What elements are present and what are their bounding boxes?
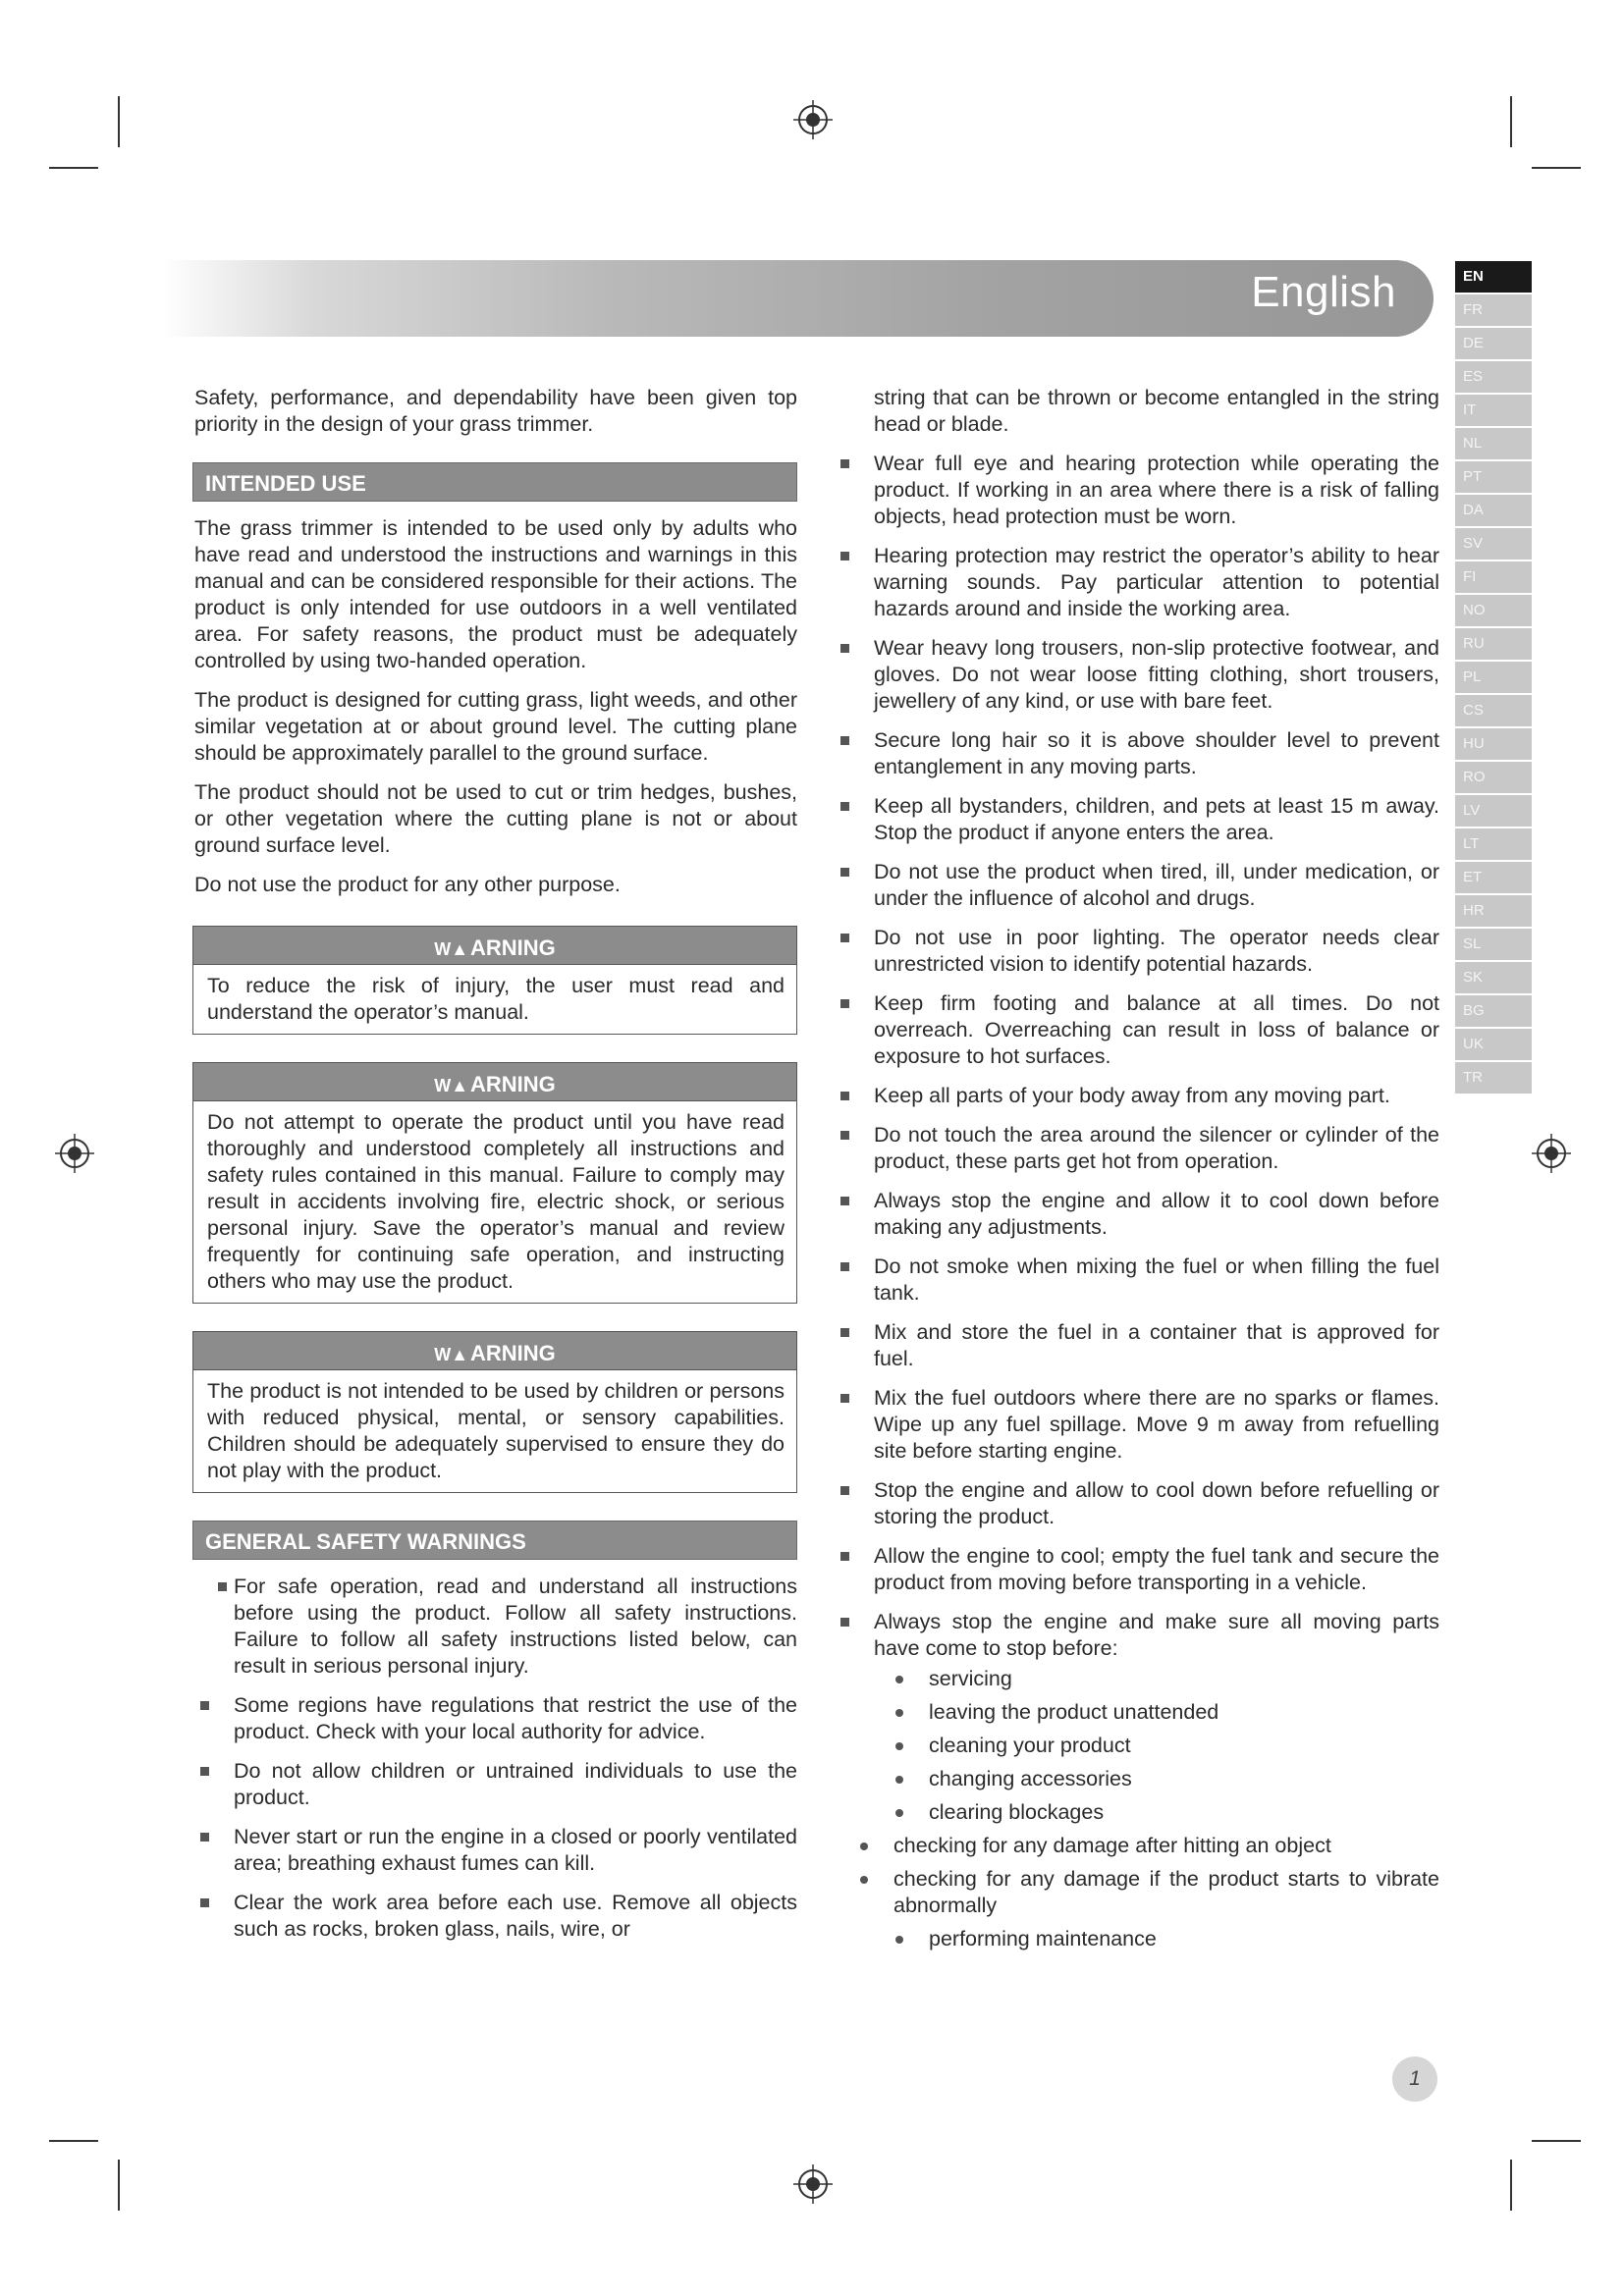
warning-title: W▲ARNING — [193, 1332, 796, 1370]
language-tab-lv[interactable]: LV — [1455, 795, 1532, 827]
warning-triangle-icon: W▲ — [434, 1076, 469, 1095]
sub-list-item: changing accessories — [874, 1766, 1439, 1792]
language-tab-no[interactable]: NO — [1455, 595, 1532, 626]
list-item: Wear heavy long trousers, non-slip protective footwear, and gloves. Do not wear loose fitting clothing, short trousers, jewellery of any kind, or use with bare feet. — [835, 635, 1439, 715]
intended-use-paragraph: The product should not be used to cut or trim hedges, bushes, or other vegetation where the cutting plane is not or about ground surface level. — [194, 780, 797, 857]
sub-list-item: checking for any damage after hitting an object — [856, 1833, 1439, 1859]
language-tab-hr[interactable]: HR — [1455, 895, 1532, 927]
crop-mark — [1532, 167, 1581, 169]
language-tab-nl[interactable]: NL — [1455, 428, 1532, 459]
sub-list-item: clearing blockages — [874, 1799, 1439, 1826]
warning-box — [192, 1331, 797, 1493]
intro-paragraph: Safety, performance, and dependability have been given top priority in the design of your grass trimmer. — [194, 386, 797, 436]
language-tab-et[interactable]: ET — [1455, 862, 1532, 893]
language-tab-cs[interactable]: CS — [1455, 695, 1532, 726]
sub-list-item: cleaning your product — [874, 1733, 1439, 1759]
list-item: Keep all bystanders, children, and pets at least 15 m away. Stop the product if anyone enters the area. — [835, 793, 1439, 846]
list-item: Keep all parts of your body away from any moving part. — [835, 1083, 1439, 1109]
language-tab-ru[interactable]: RU — [1455, 628, 1532, 660]
sub-list-item: checking for any damage if the product starts to vibrate abnormally — [856, 1866, 1439, 1919]
crop-mark — [49, 2140, 98, 2142]
warning-triangle-icon: W▲ — [434, 1345, 469, 1364]
left-column — [194, 385, 797, 1955]
list-item: Hearing protection may restrict the operator’s ability to hear warning sounds. Pay particular attention to potential hazards around and inside the working area. — [835, 543, 1439, 622]
language-tab-pl[interactable]: PL — [1455, 662, 1532, 693]
language-tab-es[interactable]: ES — [1455, 361, 1532, 393]
list-item: Clear the work area before each use. Remove all objects such as rocks, broken glass, nails, wire, or — [194, 1890, 797, 1943]
list-item: Do not allow children or untrained individuals to use the product. — [194, 1758, 797, 1811]
list-item: Keep firm footing and balance at all times. Do not overreach. Overreaching can result in loss of balance or exposure to hot surfaces. — [835, 990, 1439, 1070]
registration-mark-icon — [793, 2164, 833, 2204]
warning-title: W▲ARNING — [193, 927, 796, 965]
warning-body: To reduce the risk of injury, the user must read and understand the operator’s manual. — [207, 974, 785, 1024]
language-tab-hu[interactable]: HU — [1455, 728, 1532, 760]
list-item: Allow the engine to cool; empty the fuel tank and secure the product from moving before transporting in a vehicle. — [835, 1543, 1439, 1596]
continued-text: string that can be thrown or become entangled in the string head or blade. — [874, 386, 1439, 436]
list-item: Always stop the engine and make sure all moving parts have come to stop before: servicing leaving the product unattended cleaning your product changing accessories clearing blockages checking for any damage after hitting an object checking for any damage if the product starts to vibrate abnormally performing maintenance — [835, 1609, 1439, 1952]
crop-mark — [49, 167, 98, 169]
language-tab-pt[interactable]: PT — [1455, 461, 1532, 493]
registration-mark-icon — [1532, 1134, 1571, 1173]
language-tab-da[interactable]: DA — [1455, 495, 1532, 526]
list-item: Do not touch the area around the silencer or cylinder of the product, these parts get hot from operation. — [835, 1122, 1439, 1175]
warning-title: W▲ARNING — [193, 1063, 796, 1101]
list-item: Do not use in poor lighting. The operator needs clear unrestricted vision to identify potential hazards. — [835, 925, 1439, 978]
page-number: 1 — [1392, 2056, 1437, 2102]
language-tab-de[interactable]: DE — [1455, 328, 1532, 359]
list-item: Do not use the product when tired, ill, under medication, or under the influence of alcohol and drugs. — [835, 859, 1439, 912]
right-column — [831, 385, 1439, 1965]
language-tab-tr[interactable]: TR — [1455, 1062, 1532, 1094]
list-item: Stop the engine and allow to cool down before refuelling or storing the product. — [835, 1477, 1439, 1530]
page-title: English — [1251, 268, 1396, 316]
list-item: Wear full eye and hearing protection while operating the product. If working in an area where there is a risk of falling objects, head protection must be worn. — [835, 451, 1439, 530]
intended-use-paragraph: Do not use the product for any other purpose. — [194, 873, 621, 896]
crop-mark — [118, 2160, 120, 2211]
warning-box — [192, 1062, 797, 1304]
language-tab-sl[interactable]: SL — [1455, 929, 1532, 960]
stop-before-list — [874, 1666, 1439, 1952]
language-tab-fi[interactable]: FI — [1455, 561, 1532, 593]
list-item: Some regions have regulations that restrict the use of the product. Check with your local authority for advice. — [194, 1692, 797, 1745]
sub-list-item: performing maintenance — [874, 1926, 1439, 1952]
language-tab-lt[interactable]: LT — [1455, 828, 1532, 860]
registration-mark-icon — [55, 1134, 94, 1173]
intended-use-paragraph: The grass trimmer is intended to be used only by adults who have read and understood the instructions and warnings in this manual and can be considered responsible for their actions. The product is only intended for use outdoors in a well ventilated area. For safety reasons, the product must be adequately controlled by using two-handed operation. — [194, 516, 797, 672]
language-tab-fr[interactable]: FR — [1455, 294, 1532, 326]
list-item: Always stop the engine and allow it to cool down before making any adjustments. — [835, 1188, 1439, 1241]
warning-box — [192, 926, 797, 1035]
sub-list-item: servicing — [874, 1666, 1439, 1692]
crop-mark — [1532, 2140, 1581, 2142]
language-tab-sk[interactable]: SK — [1455, 962, 1532, 993]
intended-use-heading: INTENDED USE — [192, 462, 797, 502]
crop-mark — [1510, 96, 1512, 147]
list-item: Do not smoke when mixing the fuel or when filling the fuel tank. — [835, 1254, 1439, 1307]
warning-body: The product is not intended to be used by children or persons with reduced physical, mental, or sensory capabilities. Children should be adequately supervised to ensure they do not play with the product. — [207, 1379, 785, 1482]
list-item: Mix and store the fuel in a container that is approved for fuel. — [835, 1319, 1439, 1372]
list-item: Never start or run the engine in a closed or poorly ventilated area; breathing exhaust fumes can kill. — [194, 1824, 797, 1877]
language-tab-it[interactable]: IT — [1455, 395, 1532, 426]
language-tab-bg[interactable]: BG — [1455, 995, 1532, 1027]
list-item: Secure long hair so it is above shoulder level to prevent entanglement in any moving parts. — [835, 727, 1439, 780]
crop-mark — [1510, 2160, 1512, 2211]
list-item: For safe operation, read and understand all instructions before using the product. Follow all safety instructions. Failure to follow all safety instructions listed below, can result in serious personal injury. — [194, 1574, 797, 1680]
safety-list — [835, 451, 1439, 1952]
list-item: Mix the fuel outdoors where there are no sparks or flames. Wipe up any fuel spillage. Move 9 m away from refuelling site before starting engine. — [835, 1385, 1439, 1465]
warning-body: Do not attempt to operate the product until you have read thoroughly and understood completely all instructions and safety rules contained in this manual. Failure to comply may result in accidents involving fire, electric shock, or serious personal injury. Save the operator’s manual and review frequently for continuing safe operation, and instructing others who may use the product. — [207, 1110, 785, 1293]
registration-mark-icon — [793, 100, 833, 139]
language-tabs — [1455, 261, 1532, 1095]
crop-mark — [118, 96, 120, 147]
general-safety-heading: GENERAL SAFETY WARNINGS — [192, 1521, 797, 1560]
intended-use-paragraph: The product is designed for cutting grass, light weeds, and other similar vegetation at or about ground level. The cutting plane should be approximately parallel to the ground surface. — [194, 688, 797, 765]
sub-list-item: leaving the product unattended — [874, 1699, 1439, 1726]
language-tab-uk[interactable]: UK — [1455, 1029, 1532, 1060]
language-tab-ro[interactable]: RO — [1455, 762, 1532, 793]
warning-triangle-icon: W▲ — [434, 939, 469, 959]
general-safety-list — [194, 1574, 797, 1943]
language-tab-sv[interactable]: SV — [1455, 528, 1532, 560]
language-tab-en[interactable]: EN — [1455, 261, 1532, 293]
header-band — [162, 260, 1434, 337]
